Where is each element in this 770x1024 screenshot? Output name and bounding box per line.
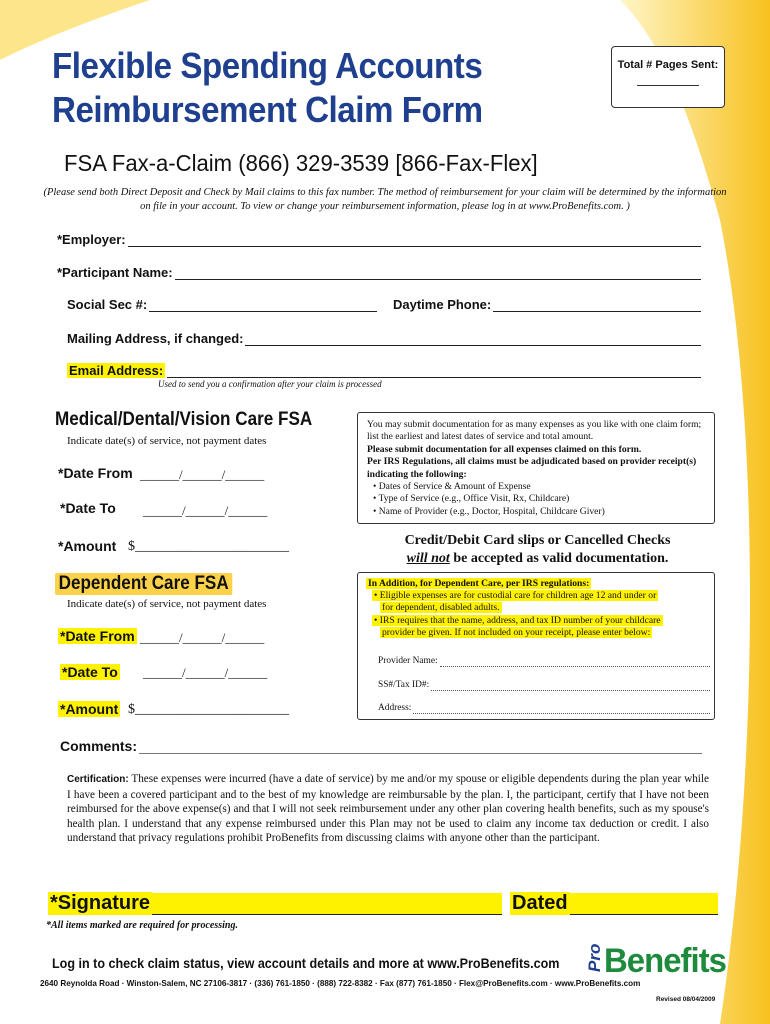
required-items-note: *All items marked are required for processing.	[46, 920, 238, 931]
provider-tax-id-field[interactable]: SS#/Tax ID#:	[378, 679, 710, 691]
email-note: Used to send you a confirmation after your claim is processed	[158, 379, 382, 389]
fax-number-heading: FSA Fax-a-Claim (866) 329-3539 [866-Fax-Flex]	[64, 150, 538, 176]
dependent-date-to-label: *Date To	[62, 664, 118, 680]
medical-subtitle: Indicate date(s) of service, not payment dates	[67, 435, 267, 447]
total-pages-field[interactable]	[637, 85, 699, 86]
dependent-date-to-field[interactable]: ______/______/______	[143, 665, 268, 680]
signature-row	[48, 892, 718, 915]
login-info: Log in to check claim status, view account details and more at www.ProBenefits.com	[52, 956, 560, 971]
signature-label: *Signature	[50, 892, 151, 914]
dependent-care-regulations-box: In Addition, for Dependent Care, per IRS regulations: • Eligible expenses are for custodial care for children age 12 and under or for dependent, disabled adults. • IRS requires that the name, address, and tax ID number of your childcare provider be given. If not included on your receipt, please enter below: Provider Name: SS#/Tax ID#: Address:	[357, 572, 715, 720]
dependent-amount-label: *Amount	[60, 701, 119, 717]
participant-name-field[interactable]: *Participant Name:	[57, 265, 701, 280]
dependent-amount-field[interactable]: $______________________	[128, 702, 289, 717]
probenefits-logo-icon	[580, 928, 728, 980]
dated-label: Dated	[512, 892, 568, 914]
email-address-field[interactable]: Email Address:	[67, 363, 701, 378]
logo-benefits: Benefits	[604, 942, 727, 980]
logo-pro: Pro	[585, 943, 604, 972]
dependent-date-from-field[interactable]: ______/______/______	[140, 630, 265, 645]
provider-name-field[interactable]: Provider Name:	[378, 655, 710, 667]
comments-field[interactable]: Comments:	[60, 738, 702, 754]
provider-address-field[interactable]: Address:	[378, 702, 710, 714]
signature-field[interactable]	[152, 893, 502, 915]
social-security-field[interactable]: Social Sec #:	[67, 297, 377, 312]
medical-date-from-label: *Date From	[58, 465, 133, 481]
medical-amount-field[interactable]: $______________________	[128, 539, 289, 554]
dependent-date-from-label: *Date From	[60, 628, 135, 644]
employer-field[interactable]: *Employer:	[57, 232, 701, 247]
documentation-info-box: You may submit documentation for as many expenses as you like with one claim form; list the earliest and latest dates of service and total amount. Please submit documentation for all expenses claimed on this form. Per IRS Regulations, all claims must be adjudicated based on provider receipt(s) indicating the following: • Dates of Service & Amount of Expense • Type of Service (e.g., Office Visit, Rx, Childcare) • Name of Provider (e.g., Doctor, Hospital, Childcare Giver)	[357, 412, 715, 524]
certification-text: Certification: These expenses were incurred (have a date of service) by me and/or my spouse or eligible dependents during the plan year while I have been a covered participant and to the best of my knowledge are reimbursable by the plan. I, the participant, certify that I have not been reimbursed for the above expense(s) and that I will not seek reimbursement under any other plan covering health benefits, such as my spouse's health plan. I understand that any expense reimbursed under this Plan may not be used to claim any income tax deduction or credit. I also understand that privacy regulations prohibit ProBenefits from discussing claims with anyone other than the participant.	[67, 773, 709, 845]
medical-date-to-field[interactable]: ______/______/______	[143, 503, 268, 518]
fax-note: (Please send both Direct Deposit and Check by Mail claims to this fax number. The method of reimbursement for your claim will be determined by the information on file in your account. To view or change your reimbursement information, please log in at www.ProBenefits.com. )	[43, 187, 727, 212]
total-pages-label: Total # Pages Sent:	[617, 59, 719, 71]
dependent-care-heading: Dependent Care FSA	[55, 573, 232, 595]
medical-date-to-label: *Date To	[60, 500, 116, 516]
form-title: Flexible Spending Accounts Reimbursement Claim Form	[52, 45, 483, 130]
invalid-documentation-warning: Credit/Debit Card slips or Cancelled Checks will not be accepted as valid documentation.	[404, 533, 671, 566]
revision-date: Revised 08/04/2009	[656, 996, 716, 1003]
mailing-address-field[interactable]: Mailing Address, if changed:	[67, 331, 701, 346]
total-pages-box	[611, 46, 725, 108]
dependent-subtitle: Indicate date(s) of service, not payment dates	[67, 598, 267, 610]
medical-fsa-heading: Medical/Dental/Vision Care FSA	[55, 409, 313, 430]
daytime-phone-field[interactable]: Daytime Phone:	[393, 297, 701, 312]
dated-field[interactable]	[570, 893, 718, 915]
medical-amount-label: *Amount	[58, 538, 117, 554]
footer-address: 2640 Reynolda Road · Winston-Salem, NC 27106-3817 · (336) 761-1850 · (888) 722-8382 · Fax (877) 761-1850 · Flex@ProBenefits.com · www.ProBenefits.com	[40, 978, 641, 988]
probenefits-logo	[580, 928, 728, 980]
medical-date-from-field[interactable]: ______/______/______	[140, 467, 265, 482]
